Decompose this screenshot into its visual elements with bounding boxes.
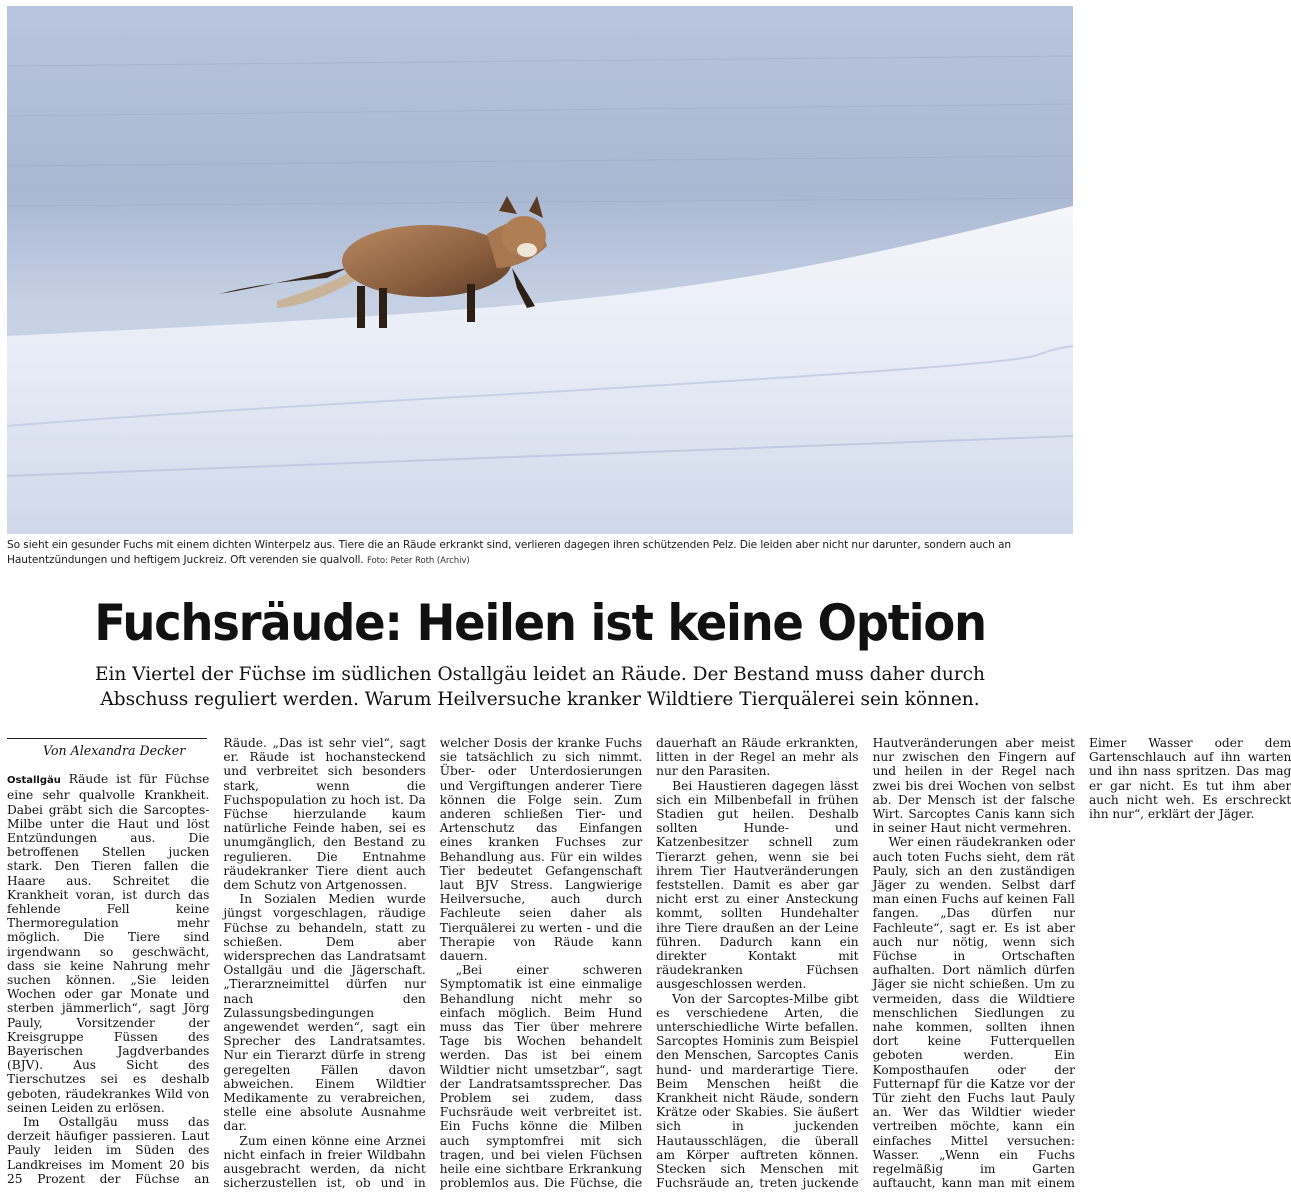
article-deck: Ein Viertel der Füchse im südlichen Ostallgäu leidet an Räude. Der Bestand muss daher durch Abschuss reguliert werden. Warum Heilversuche kranker Wildtiere Tierquälerei sein können.: [95, 664, 985, 710]
paragraph-5: „Bei einer schweren Symptomatik ist eine einmalige Behandlung nicht mehr so einfach möglich. Beim Hund muss das Tier über mehrere Tage bis Wochen behandelt werden. Das ist bei einem Wildtier nicht umsetzbar“, sagt der Landratsamtssprecher. Das Problem sei zudem, dass Fuchsräude weit verbreitet ist. Ein Fuchs könne die Milben auch symptomfrei mit sich tragen, und bei vielen Füchsen heile eine sichtbare Erkrankung problemlos aus. Die Füchse, die dauerhaft an Räude erkrankten, litten in der Regel an mehr als nur den Parasiten.: [439, 736, 859, 1191]
paragraph-1: [7, 772, 209, 1115]
paragraph-1-text: Räude ist für Füchse eine sehr qualvolle Krankheit. Dabei gräbt sich die Sarcoptes-Milbe unter die Haut und löst Entzündungen aus. Die betroffenen Stellen jucken stark. Den Tieren fallen die Haare aus. Schreitet die Krankheit voran, ist durch das fehlende Fell keine Thermoregulation mehr möglich. Die Tiere sind irgendwann so geschwächt, dass sie keine Nahrung mehr suchen können. „Sie leiden Wochen oder gar Monate und sterben jämmerlich“, sagt Jörg Pauly, Vorsitzender der Kreisgruppe Füssen des Bayerischen Jagdverbandes (BJV). Aus Sicht des Tierschutzes sei es deshalb geboten, räudekrankes Wild von seinen Leiden zu erlösen.: [7, 772, 210, 1115]
fox-photo: [7, 6, 1073, 534]
article-headline: Fuchsräude: Heilen ist keine Option: [94, 594, 986, 652]
paragraph-6: Bei Haustieren dagegen lässt sich ein Milbenbefall in frühen Stadien gut heilen. Deshalb sollten Hunde- und Katzenbesitzer schnell zum Tierarzt gehen, wenn sie bei ihrem Tier Hautveränderungen feststellen. Damit es aber gar nicht erst zu einer Ansteckung kommt, sollten Hundehalter ihre Tiere draußen an der Leine führen. Dadurch kann ein direkter Kontakt mit räudekranken Füchsen ausgeschlossen werden.: [656, 778, 859, 992]
paragraph-8: Wer einen räudekranken oder auch toten Fuchs sieht, dem rät Pauly, sich an den zuständigen Jäger zu wenden. Selbst darf man einen Fuchs auf keinen Fall fangen. „Das dürfen nur Fachleute“, sagt er. Es ist aber auch nur nötig, wenn sich Füchse in Ortschaften aufhalten. Dort nämlich dürfen Jäger sie nicht schießen. Um zu vermeiden, dass die Wildtiere menschlichen Siedlungen zu nahe kommen, sollten ihnen dort keine Futterquellen geboten werden. Ein Komposthaufen oder der Futternapf für die Katze vor der Tür zieht den Fuchs laut Pauly an. Wer das Wildtier wieder vertreiben möchte, kann ein einfaches Mittel versuchen: Wasser. „Wenn ein Fuchs regelmäßig im Garten auftaucht, kann man mit einem Eimer Wasser oder dem Gartenschlauch auf ihn warten und ihn nass spritzen. Das mag er gar nicht. Es tut ihm aber auch nicht weh. Es erschreckt ihn nur“, erklärt der Jäger.: [872, 736, 1291, 1191]
fox-in-snow-image: [7, 6, 1073, 534]
caption-text: So sieht ein gesunder Fuchs mit einem dichten Winterpelz aus. Tiere die an Räude erkrankt sind, verlieren dagegen ihren schützenden Pelz. Die leiden aber nicht nur darunter, sondern auch an Hautentzündungen und heftigem Juckreiz. Oft verenden sie qualvoll.: [7, 539, 1011, 566]
photo-credit: Foto: Peter Roth (Archiv): [366, 556, 470, 566]
article-body: [7, 736, 1291, 1196]
byline-rule: [7, 738, 207, 739]
paragraph-2: Im Ostallgäu muss das derzeit häufiger passieren. Laut Pauly leiden im Süden des Landkreises im Moment 20 bis 25 Prozent der Füchse an Räude. „Das ist sehr viel“, sagt er. Räude ist hochansteckend und verbreitet sich besonders stark, wenn die Fuchspopulation zu hoch ist. Da Füchse hierzulande kaum natürliche Feinde haben, sei es unumgänglich, den Bestand zu regulieren. Die Entnahme räudekranker Tiere dient auch dem Schutz von Artgenossen.: [7, 736, 426, 1186]
paragraph-7: Von der Sarcoptes-Milbe gibt es verschiedene Arten, die unterschiedliche Wirte befallen. Sarcoptes Hominis zum Beispiel den Menschen, Sarcoptes Canis hund- und marderartige Tiere. Beim Menschen heißt die Krankheit nicht Räude, sondern Krätze oder Skabies. Sie äußert sich in juckenden Hautausschlägen, die überall am Körper auftreten können. Stecken sich Menschen mit Fuchsräude an, treten juckende Hautveränderungen aber meist nur zwischen den Fingern auf und heilen in der Regel nach zwei bis drei Wochen von selbst ab. Der Mensch ist der falsche Wirt. Sarcoptes Canis kann sich in seiner Haut nicht vermehren.: [656, 736, 1075, 1191]
dateline: Ostallgäu: [7, 775, 61, 787]
byline: Von Alexandra Decker: [43, 743, 186, 758]
paragraph-3: In Sozialen Medien wurde jüngst vorgeschlagen, räudige Füchse zu behandeln, statt zu schießen. Dem aber widersprechen das Landratsamt Ostallgäu und die Jägerschaft. „Tierarzneimittel dürfen nur nach den Zulassungsbedingungen angewendet werden“, sagt ein Sprecher des Landratsamtes. Nur ein Tierarzt dürfe in streng geregelten Fällen davon abweichen. Einem Wildtier Medikamente zu verabreichen, stelle eine absolute Ausnahme dar.: [223, 892, 426, 1134]
paragraph-4: Zum einen könne eine Arznei nicht einfach in freier Wildbahn ausgebracht werden, da nicht sicherzustellen ist, ob und in welcher Dosis der kranke Fuchs sie tatsächlich zu sich nimmt. Über- oder Unterdosierungen und Vergiftungen anderer Tiere können die Folge sein. Zum anderen schließen Tier- und Artenschutz das Einfangen eines kranken Fuchses zur Behandlung aus. Für ein wildes Tier bedeutet Gefangenschaft laut BJV Stress. Langwierige Heilversuche, auch durch Fachleute seien daher als Tierquälerei zu werten - und die Therapie von Räude kann dauern.: [223, 736, 643, 1191]
photo-caption: [7, 538, 1073, 569]
